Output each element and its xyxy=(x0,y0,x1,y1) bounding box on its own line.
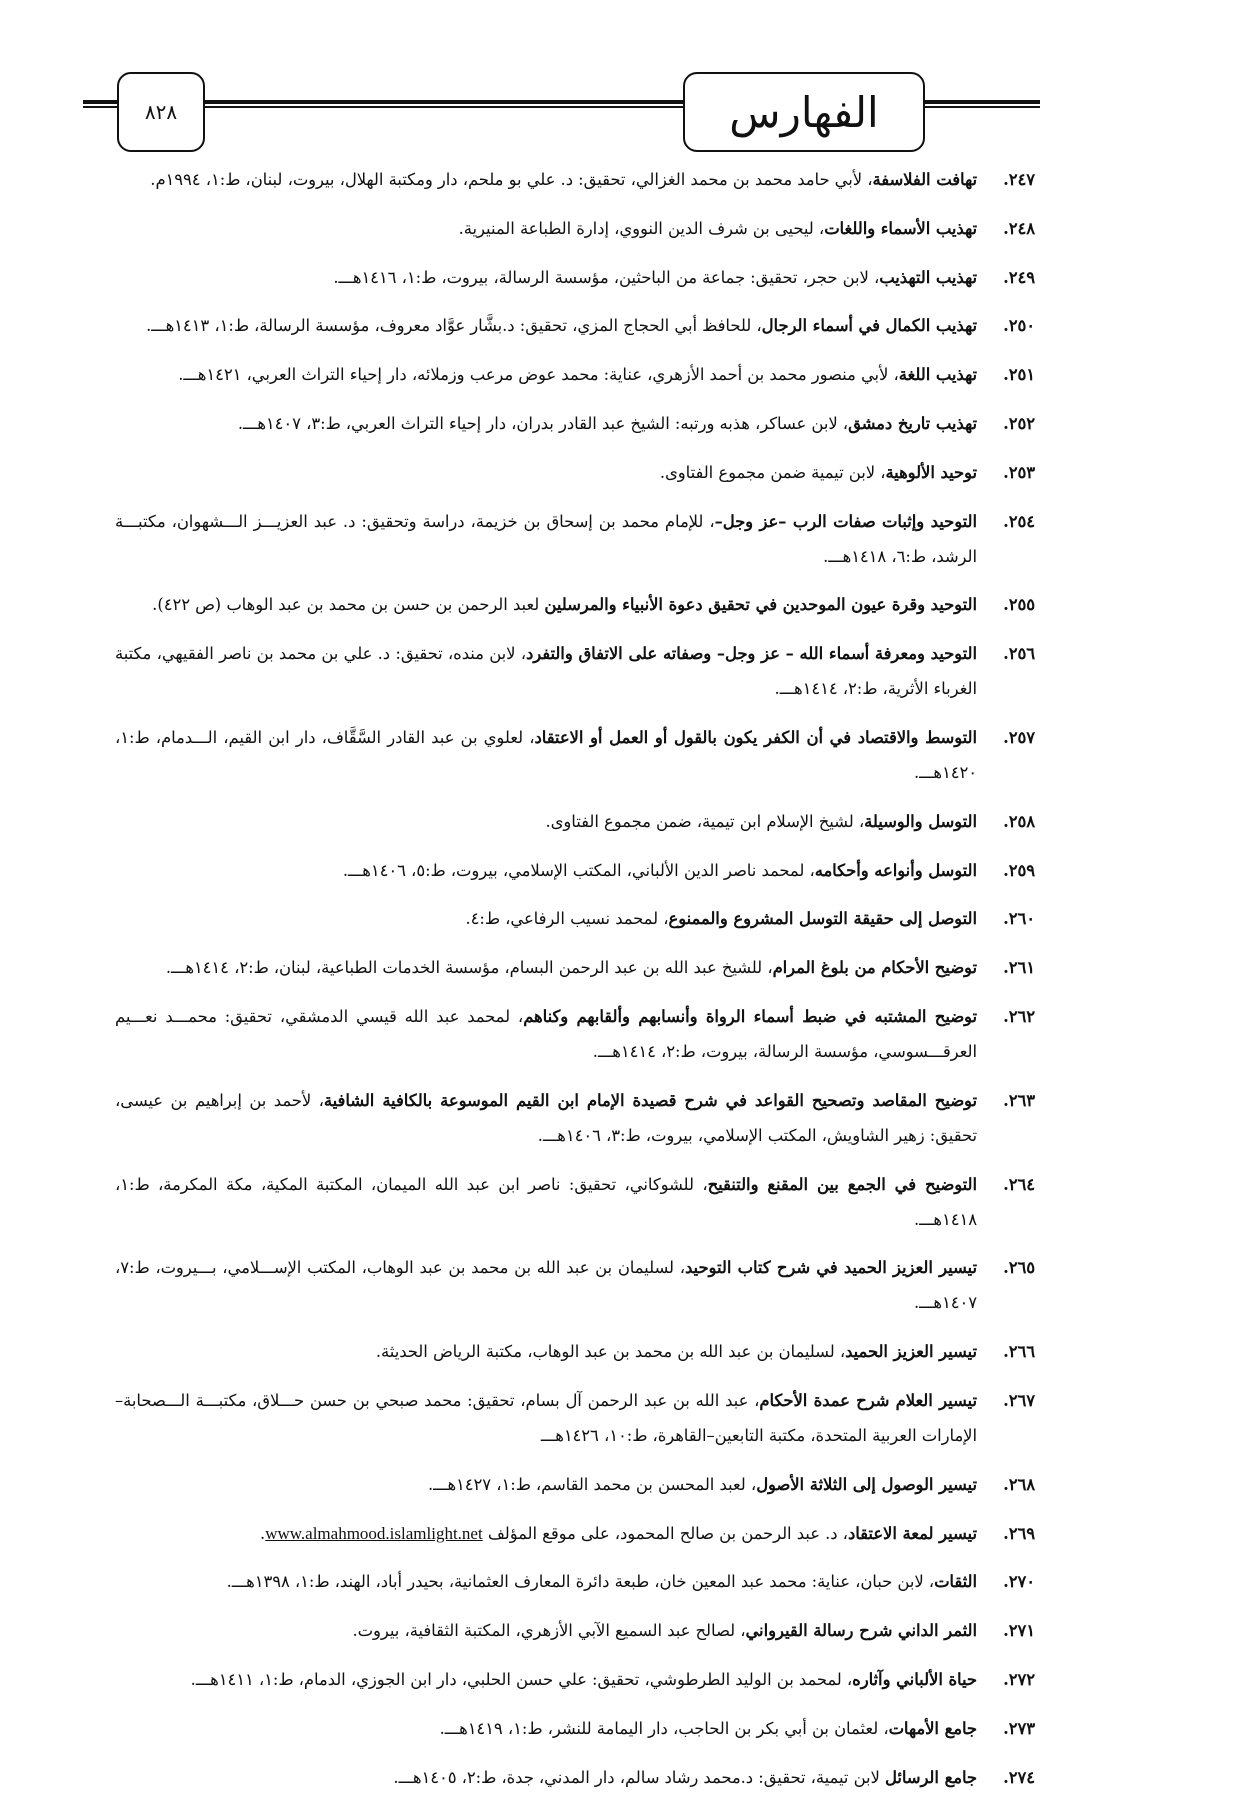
entry-details: ، للشوكاني، تحقيق: ناصر ابن عبد الله الميمان، المكتبة المكية، مكة المكرمة، ط:١، ١٤١٨هـــ. xyxy=(115,1174,977,1229)
entry-details: ، للإمام محمد بن إسحاق بن خزيمة، دراسة وتحقيق: د. عبد العزيـــز الـــشهوان، مكتبـــة الرشد، ط:٦، ١٤١٨هـــ. xyxy=(115,511,977,566)
entry-details: ، لابن حجر، تحقيق: جماعة من الباحثين، مؤسسة الرسالة، بيروت، ط:١، ١٤١٦هـــ. xyxy=(333,267,880,287)
entry-title: تهذيب التهذيب xyxy=(879,267,977,287)
entry-details: لابن تيمية، تحقيق: د.محمد رشاد سالم، دار المدني، جدة، ط:٢، ١٤٠٥هـــ. xyxy=(393,1767,885,1787)
entry-details: ، لصالح عبد السميع الآبي الأزهري، المكتبة الثقافية، بيروت. xyxy=(352,1621,746,1641)
entry-text xyxy=(115,1516,987,1551)
bibliography-entry xyxy=(115,308,1035,343)
bibliography-entry xyxy=(115,1383,1035,1453)
entry-details: ، لمحمد ناصر الدين الألباني، المكتب الإسلامي، بيروت، ط:٥، ١٤٠٦هـــ. xyxy=(342,860,815,880)
entry-number: ٢٧٢. xyxy=(1003,1669,1035,1689)
entry-title: التوحيد ومعرفة أسماء الله – عز وجل– وصفاته على الاتفاق والتفرد xyxy=(525,644,977,664)
bibliography-entry xyxy=(115,406,1035,441)
bibliography-entry xyxy=(115,1250,1035,1320)
bibliography-entry xyxy=(115,504,1035,574)
bibliography-entry xyxy=(115,1083,1035,1153)
entry-title: توضيح المقاصد وتصحيح القواعد في شرح قصيدة الإمام ابن القيم الموسوعة بالكافية الشافية xyxy=(323,1090,977,1110)
entry-text xyxy=(115,901,987,936)
entry-title: تهافت الفلاسفة xyxy=(872,170,977,189)
entry-number: ٢٥٨. xyxy=(1003,811,1035,831)
entry-number: ٢٦٣. xyxy=(1003,1090,1035,1110)
entry-number: ٢٥٦. xyxy=(1003,644,1035,664)
entry-title: جامع الرسائل xyxy=(884,1767,977,1787)
bibliography-entry xyxy=(115,636,1035,706)
entry-title: توضيح المشتبه في ضبط أسماء الرواة وأنسابهم وألقابهم وكناهم xyxy=(523,1006,977,1026)
entry-details: ، لابن عساكر، هذبه ورتبه: الشيخ عبد القادر بدران، دار إحياء التراث العربي، ط:٣، ١٤٠٧هـــ. xyxy=(237,413,849,433)
section-title: الفهارس xyxy=(683,72,925,152)
page-header xyxy=(95,72,1040,152)
entry-text xyxy=(115,211,987,246)
entry-number: ٢٥٠. xyxy=(1003,316,1035,336)
entry-number: ٢٥٤. xyxy=(1003,511,1035,531)
entry-title: توضيح الأحكام من بلوغ المرام xyxy=(772,958,977,978)
entry-text xyxy=(115,1662,987,1697)
entry-tail: . xyxy=(260,1523,266,1543)
entry-title: تهذيب اللغة xyxy=(898,365,977,385)
entry-title: التوحيد وقرة عيون الموحدين في تحقيق دعوة الأنبياء والمرسلين xyxy=(544,595,977,615)
entry-number: ٢٧٣. xyxy=(1003,1718,1035,1738)
entry-title: حياة الألباني وآثاره xyxy=(852,1669,977,1689)
entry-text xyxy=(115,636,987,706)
entry-text xyxy=(115,357,987,392)
entry-details: ، لعلوي بن عبد القادر السَّقَّاف، دار ابن القيم، الـــدمام، ط:١، ١٤٢٠هـــ. xyxy=(115,727,977,782)
entry-details: لعبد الرحمن بن حسن بن محمد بن عبد الوهاب (ص ٤٢٢). xyxy=(152,595,545,615)
bibliography-entry xyxy=(115,999,1035,1069)
entry-text xyxy=(115,308,987,343)
entry-number: ٢٧١. xyxy=(1003,1621,1035,1641)
entry-number: ٢٧٤. xyxy=(1003,1767,1035,1787)
bibliography-entry xyxy=(115,357,1035,392)
entry-text xyxy=(115,950,987,985)
entry-number: ٢٦٧. xyxy=(1003,1390,1035,1410)
entry-details: ، لأحمد بن إبراهيم بن عيسى، تحقيق: زهير الشاويش، المكتب الإسلامي، بيروت، ط:٣، ١٤٠٦هـــ. xyxy=(115,1090,977,1145)
entry-details: ، للشيخ عبد الله بن عبد الرحمن البسام، مؤسسة الخدمات الطباعية، لبنان، ط:٢، ١٤١٤هـــ. xyxy=(165,958,773,978)
entry-text xyxy=(115,162,987,197)
author-website-link[interactable]: www.almahmood.islamlight.net xyxy=(265,1523,483,1543)
entry-title: توحيد الألوهية xyxy=(885,462,977,482)
bibliography-entry xyxy=(115,1334,1035,1369)
entry-text xyxy=(115,1167,987,1237)
entry-text xyxy=(115,1334,987,1369)
entry-number: ٢٦٢. xyxy=(1003,1006,1035,1026)
entry-number: ٢٤٩. xyxy=(1003,267,1035,287)
entry-details: ، لمحمد نسيب الرفاعي، ط:٤. xyxy=(465,909,669,929)
bibliography-entry xyxy=(115,162,1035,197)
bibliography-list xyxy=(115,162,1035,1808)
bibliography-entry xyxy=(115,1613,1035,1648)
entry-title: الثقات xyxy=(934,1572,977,1592)
bibliography-entry xyxy=(115,1516,1035,1551)
entry-details: ، لعبد المحسن بن محمد القاسم، ط:١، ١٤٢٧هـــ. xyxy=(427,1474,757,1494)
entry-details: ، لأبي منصور محمد بن أحمد الأزهري، عناية: محمد عوض مرعب وزملائه، دار إحياء التراث العربي، ١٤٢١هـــ. xyxy=(178,365,899,385)
entry-number: ٢٥٩. xyxy=(1003,860,1035,880)
entry-title: التوسل والوسيلة xyxy=(864,811,977,831)
entry-details: ، للحافظ أبي الحجاج المزي، تحقيق: د.بشَّار عوَّاد معروف، مؤسسة الرسالة، ط:١، ١٤١٣هـــ. xyxy=(146,316,762,336)
header-rule-middle xyxy=(203,100,683,108)
entry-title: تهذيب الأسماء واللغات xyxy=(824,218,977,238)
entry-text xyxy=(115,260,987,295)
entry-details: ، لابن منده، تحقيق: د. علي بن محمد بن ناصر الفقيهي، مكتبة الغرباء الأثرية، ط:٢، ١٤١٤هـــ. xyxy=(115,644,977,699)
header-rule-left xyxy=(83,100,117,108)
entry-text xyxy=(115,504,987,574)
entry-title: تيسير العزيز الحميد في شرح كتاب التوحيد xyxy=(685,1258,977,1278)
entry-text xyxy=(115,999,987,1069)
entry-title: تهذيب الكمال في أسماء الرجال xyxy=(761,316,977,336)
entry-number: ٢٦٨. xyxy=(1003,1474,1035,1494)
entry-details: ، د. عبد الرحمن بن صالح المحمود، على موقع المؤلف xyxy=(482,1523,848,1543)
entry-details: ، لابن حبان، عناية: محمد عبد المعين خان، طبعة دائرة المعارف العثمانية، بحيدر أباد، الهند، ط:١، ١٣٩٨هـــ. xyxy=(226,1572,935,1592)
entry-text xyxy=(115,1564,987,1599)
entry-title: الثمر الداني شرح رسالة القيرواني xyxy=(745,1621,977,1641)
entry-title: تيسير العلام شرح عمدة الأحكام xyxy=(759,1390,977,1410)
entry-number: ٢٥٥. xyxy=(1003,595,1035,615)
entry-title: التوحيد وإثبات صفات الرب –عز وجل– xyxy=(714,511,978,531)
entry-number: ٢٥٣. xyxy=(1003,462,1035,482)
entry-number: ٢٧٠. xyxy=(1003,1572,1035,1592)
entry-title: تيسير الوصول إلى الثلاثة الأصول xyxy=(756,1474,977,1494)
header-rule-right xyxy=(923,100,1040,108)
bibliography-entry xyxy=(115,455,1035,490)
entry-title: تيسير لمعة الاعتقاد xyxy=(847,1523,977,1543)
entry-number: ٢٦٩. xyxy=(1003,1523,1035,1543)
bibliography-entry xyxy=(115,1564,1035,1599)
entry-title: تيسير العزيز الحميد xyxy=(845,1342,977,1362)
entry-number: ٢٦١. xyxy=(1003,958,1035,978)
entry-number: ٢٦٥. xyxy=(1003,1258,1035,1278)
entry-text xyxy=(115,587,987,622)
entry-number: ٢٦٠. xyxy=(1003,909,1035,929)
bibliography-entry xyxy=(115,1467,1035,1502)
entry-details: ، لعثمان بن أبي بكر بن الحاجب، دار اليمامة للنشر، ط:١، ١٤١٩هـــ. xyxy=(439,1718,889,1738)
bibliography-entry xyxy=(115,853,1035,888)
entry-number: ٢٦٤. xyxy=(1003,1174,1035,1194)
entry-text xyxy=(115,1467,987,1502)
entry-text xyxy=(115,1760,987,1795)
bibliography-entry xyxy=(115,804,1035,839)
entry-text xyxy=(115,804,987,839)
entry-text xyxy=(115,1613,987,1648)
entry-text xyxy=(115,455,987,490)
entry-text xyxy=(115,720,987,790)
entry-text xyxy=(115,853,987,888)
entry-title: التوسط والاقتصاد في أن الكفر يكون بالقول أو العمل أو الاعتقاد xyxy=(534,727,977,747)
bibliography-entry xyxy=(115,211,1035,246)
entry-details: ، لسليمان بن عبد الله بن محمد بن عبد الوهاب، المكتب الإســـلامي، بـــيروت، ط:٧، ١٤٠٧هـــ. xyxy=(115,1258,977,1313)
entry-details: ، لسليمان بن عبد الله بن محمد بن عبد الوهاب، مكتبة الرياض الحديثة. xyxy=(375,1342,846,1362)
bibliography-entry xyxy=(115,1711,1035,1746)
entry-number: ٢٦٦. xyxy=(1003,1342,1035,1362)
bibliography-entry xyxy=(115,587,1035,622)
entry-number: ٢٥٢. xyxy=(1003,413,1035,433)
bibliography-entry xyxy=(115,1760,1035,1795)
page-number: ٨٢٨ xyxy=(117,72,205,152)
entry-title: تهذيب تاريخ دمشق xyxy=(848,413,977,433)
entry-title: جامع الأمهات xyxy=(888,1718,977,1738)
bibliography-entry xyxy=(115,901,1035,936)
entry-text xyxy=(115,1383,987,1453)
entry-details: ، عبد الله بن عبد الرحمن آل بسام، تحقيق: محمد صبحي بن حسن حـــلاق، مكتبـــة الـــصحابة– الإمارات العربية المتحدة، مكتبة التابعين–القاهرة، ط:١٠، ١٤٢٦هـــ xyxy=(115,1390,977,1445)
entry-number: ٢٤٨. xyxy=(1003,218,1035,238)
entry-details: ، لأبي حامد محمد بن محمد الغزالي، تحقيق: د. علي بو ملحم، دار ومكتبة الهلال، بيروت، لبنان، ط:١، ١٩٩٤م. xyxy=(150,170,873,189)
bibliography-entry xyxy=(115,1662,1035,1697)
entry-text xyxy=(115,1711,987,1746)
entry-number: ٢٥٧. xyxy=(1003,727,1035,747)
entry-text xyxy=(115,1250,987,1320)
bibliography-entry xyxy=(115,1167,1035,1237)
entry-number: ٢٥١. xyxy=(1003,365,1035,385)
entry-details: ، لمحمد بن الوليد الطرطوشي، تحقيق: علي حسن الحلبي، دار ابن الجوزي، الدمام، ط:١، ١٤١١هـــ. xyxy=(190,1669,853,1689)
entry-details: ، لابن تيمية ضمن مجموع الفتاوى. xyxy=(659,462,886,482)
entry-details: ، لمحمد عبد الله قيسي الدمشقي، تحقيق: محمـــد نعـــيم العرقـــسوسي، مؤسسة الرسالة، بيروت، ط:٢، ١٤١٤هـــ. xyxy=(115,1006,977,1061)
bibliography-entry xyxy=(115,260,1035,295)
entry-title: التوسل وأنواعه وأحكامه xyxy=(814,860,977,880)
entry-title: التوضيح في الجمع بين المقنع والتنقيح xyxy=(707,1174,977,1194)
bibliography-entry xyxy=(115,720,1035,790)
entry-details: ، لشيخ الإسلام ابن تيمية، ضمن مجموع الفتاوى. xyxy=(545,811,865,831)
entry-text xyxy=(115,406,987,441)
entry-text xyxy=(115,1083,987,1153)
bibliography-entry xyxy=(115,950,1035,985)
entry-number: ٢٤٧. xyxy=(1003,170,1035,189)
entry-details: ، ليحيى بن شرف الدين النووي، إدارة الطباعة المنيرية. xyxy=(458,218,825,238)
entry-title: التوصل إلى حقيقة التوسل المشروع والممنوع xyxy=(668,909,977,929)
